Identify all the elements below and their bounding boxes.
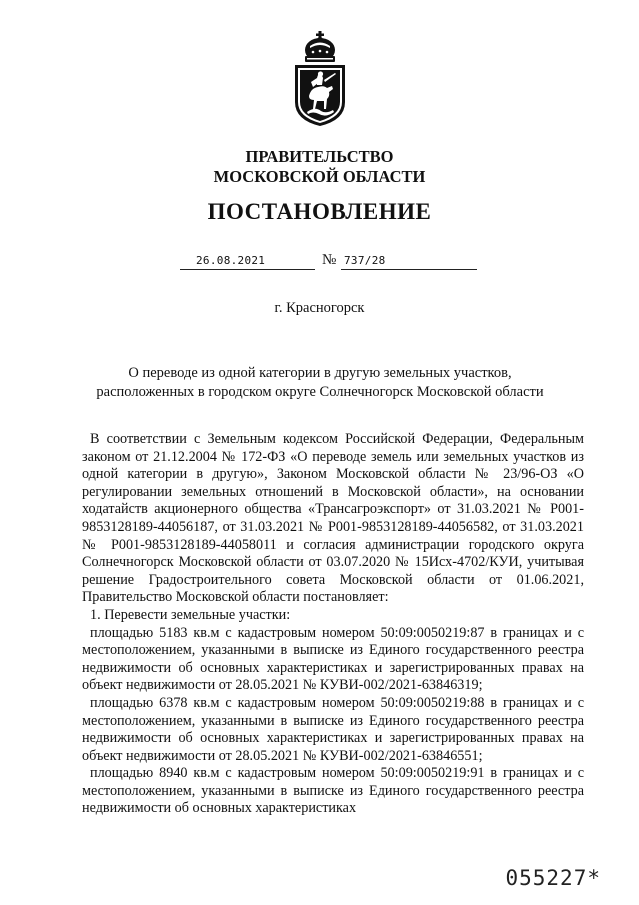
coat-of-arms-icon (291, 30, 349, 128)
number-sign: № (322, 252, 337, 268)
number-underline (341, 269, 477, 270)
subject-line2: расположенных в городском округе Солнечногорск Московской области (96, 384, 544, 400)
date-underline (180, 269, 315, 270)
city-name: г. Красногорск (274, 300, 365, 316)
plot-1-paragraph: площадью 5183 кв.м с кадастровым номером 50:09:0050219:87 в границах и с местоположением, указанными в выписке из Единого государственного реестра недвижимости об основных характеристиках и зарегистрированных правах на объект недвижимости от 28.05.2021 № КУВИ-002/2021-63846319; (82, 624, 584, 694)
preamble-paragraph: В соответствии с Земельным кодексом Российской Федерации, Федеральным законом от 21.12.2004 № 172-ФЗ «О переводе земель или земельных участков из одной категории в другую», Законом Московской области № 23/96-ОЗ «О регулировании земельных отношений в Московской области», на основании ходатайств акционерного общества «Трансагроэкспорт» от 31.03.2021 № Р001-9853128189-44056187, от 31.03.2021 № Р001-9853128189-44056582, от 31.03.2021 № Р001-9853128189-44058011 и согласия администрации городского округа Солнечногорск Московской области от 03.07.2020 № 15Исх-4702/КУИ, учитывая решение Градостроительного совета Московской области от 01.06.2021, Правительство Московской области постановляет: (82, 431, 584, 606)
plot-3-paragraph: площадью 8940 кв.м с кадастровым номером 50:09:0050219:91 в границах и с местоположением, указанными в выписке из Единого государственного реестра недвижимости об основных характеристиках (82, 765, 584, 817)
date-number-row (0, 252, 639, 272)
item-1-heading: 1. Перевести земельные участки: (90, 606, 291, 623)
plot-2-paragraph: площадью 6378 кв.м с кадастровым номером 50:09:0050219:88 в границах и с местоположением, указанными в выписке из Единого государственного реестра недвижимости об основных характеристиках и зарегистрированных правах на объект недвижимости от 28.05.2021 № КУВИ-002/2021-63846551; (82, 694, 584, 764)
document-subject (60, 364, 580, 402)
subject-line1: О переводе из одной категории в другую земельных участков, (128, 365, 512, 381)
document-date: 26.08.2021 (196, 254, 266, 267)
serial-stamp: 055227* (505, 866, 601, 890)
document-body (82, 431, 584, 818)
org-name-line2: МОСКОВСКОЙ ОБЛАСТИ (213, 167, 426, 186)
document-type-title: ПОСТАНОВЛЕНИЕ (207, 199, 432, 224)
document-number: 737/28 (344, 254, 386, 267)
org-name-line1: ПРАВИТЕЛЬСТВО (245, 147, 394, 166)
